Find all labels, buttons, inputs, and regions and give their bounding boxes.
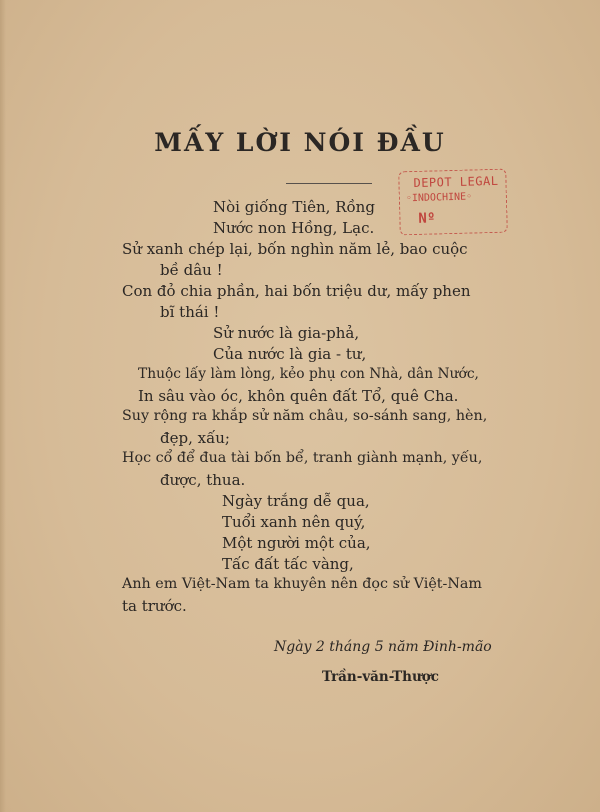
poem-line: Suy rộng ra khắp sử năm châu, so-sánh sang, hèn,	[122, 408, 488, 424]
poem-line: Tấc đất tấc vàng,	[222, 555, 354, 573]
poem-line: Một người một của,	[222, 534, 371, 552]
poem-line: Tuổi xanh nên quý,	[222, 513, 366, 531]
poem-line: Thuộc lấy làm lòng, kẻo phụ con Nhà, dân Nước,	[138, 366, 479, 382]
poem-line: Ngày trắng dễ qua,	[222, 492, 370, 510]
poem-line: Nòi giống Tiên, Rồng	[213, 198, 375, 216]
author-name: Trần-văn-Thược	[322, 669, 440, 685]
page-title: MẤY LỜI NÓI ĐẦU	[154, 128, 446, 157]
poem-line: được, thua.	[160, 471, 246, 489]
poem-line: Con đỏ chia phần, hai bốn triệu dư, mấy phen	[122, 282, 471, 300]
depot-legal-stamp	[398, 169, 508, 236]
poem-line: bĩ thái !	[160, 303, 220, 321]
poem-line: Sử xanh chép lại, bốn nghìn năm lẻ, bao cuộc	[122, 240, 468, 258]
title-divider	[286, 183, 372, 184]
stamp-line-1: DEPOT LEGAL	[413, 173, 499, 191]
poem-line: Học cổ để đua tài bốn bể, tranh giành mạnh, yếu,	[122, 450, 483, 466]
poem-line: bề dâu !	[160, 261, 223, 279]
poem-line: đẹp, xấu;	[160, 429, 230, 447]
stamp-line-2: ◦INDOCHINE◦	[405, 191, 473, 205]
poem-line: In sâu vào óc, khôn quên đất Tổ, quê Cha.	[138, 387, 459, 405]
poem-line: Sử nước là gia-phả,	[213, 324, 360, 342]
poem-line: Của nước là gia - tư,	[213, 345, 367, 363]
page-edge	[0, 0, 6, 812]
poem-line: Nước non Hồng, Lạc.	[213, 219, 375, 237]
poem-line: Anh em Việt-Nam ta khuyên nên đọc sử Việt-Nam	[122, 576, 482, 592]
date-line: Ngày 2 tháng 5 năm Đinh-mão	[274, 639, 492, 655]
poem-line: ta trước.	[122, 597, 187, 615]
stamp-line-3: Nº	[418, 210, 436, 227]
